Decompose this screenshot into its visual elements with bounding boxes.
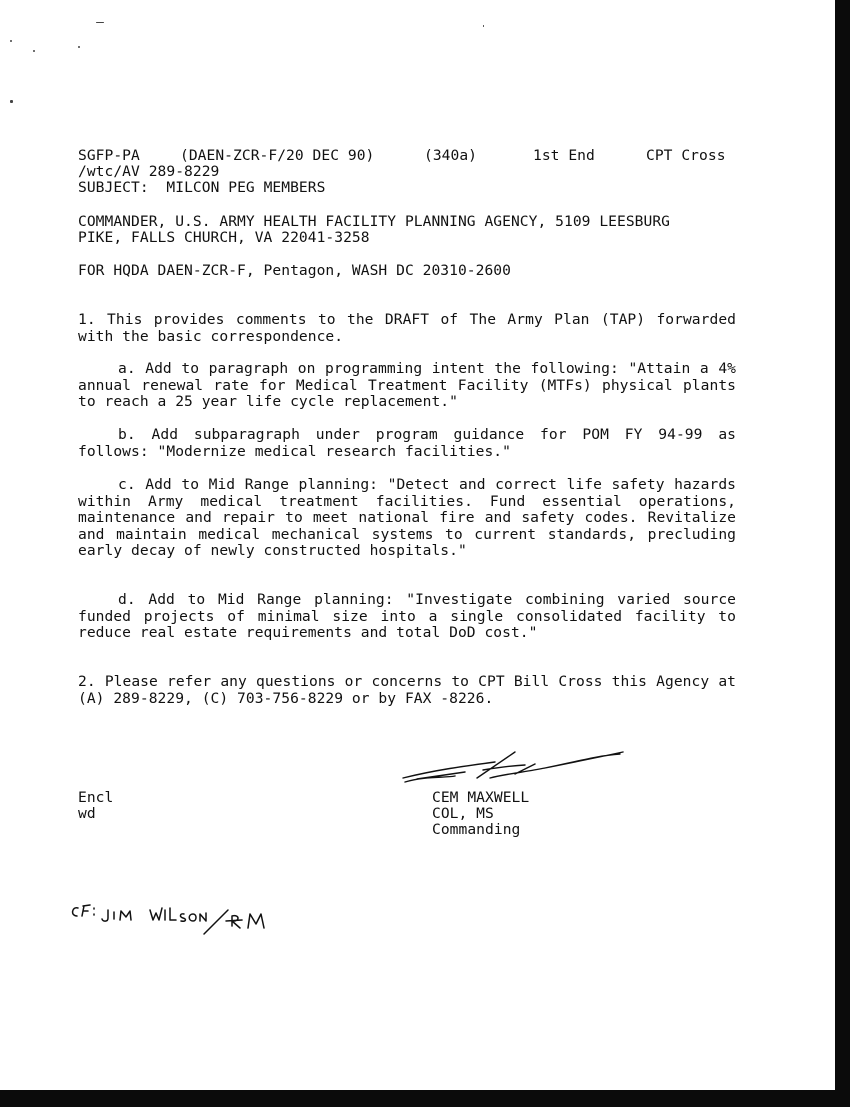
phone-line: /wtc/AV 289-8229 xyxy=(78,163,220,180)
scan-speck xyxy=(96,22,104,23)
subject-line xyxy=(78,180,325,197)
typist-initials: wd xyxy=(78,805,96,822)
paragraph-1d: d. Add to Mid Range planning: "Investigate combining varied source funded projects of minimal size into a single consolidated facility to reduce real estate requirements and total DoD cost." xyxy=(78,591,736,642)
scan-speck xyxy=(483,25,484,27)
scan-speck xyxy=(10,100,13,103)
paragraph-1a: a. Add to paragraph on programming intent the following: "Attain a 4% annual renewal rate for Medical Treatment Facility (MTFs) physical plants to reach a 25 year life cycle replacement." xyxy=(78,360,736,411)
handwritten-cc-note xyxy=(66,896,276,938)
subject: MILCON PEG MEMBERS xyxy=(166,179,326,196)
endorsement: 1st End xyxy=(533,147,595,164)
handwritten-signature xyxy=(395,748,630,790)
scan-border-right xyxy=(835,0,850,1107)
enclosure-label: Encl xyxy=(78,789,114,806)
office-symbol: SGFP-PA xyxy=(78,147,140,164)
point-of-contact: CPT Cross xyxy=(646,147,726,164)
file-code: (340a) xyxy=(424,147,478,164)
paragraph-1b: b. Add subparagraph under program guidance for POM FY 94-99 as follows: "Modernize medical research facilities." xyxy=(78,426,736,460)
for-line: FOR HQDA DAEN-ZCR-F, Pentagon, WASH DC 20310-2600 xyxy=(78,262,511,279)
signer-name: CEM MAXWELL xyxy=(432,789,530,806)
scan-speck xyxy=(33,50,35,52)
scan-speck xyxy=(78,46,80,48)
signer-rank: COL, MS xyxy=(432,805,494,822)
paragraph-2: 2. Please refer any questions or concerns to CPT Bill Cross this Agency at (A) 289-8229, (C) 703-756-8229 or by FAX -8226. xyxy=(78,673,736,707)
reference: (DAEN-ZCR-F/20 DEC 90) xyxy=(180,147,375,164)
from-line: COMMANDER, U.S. ARMY HEALTH FACILITY PLANNING AGENCY, 5109 LEESBURG xyxy=(78,213,671,230)
scan-border-bottom xyxy=(0,1090,850,1107)
signer-title: Commanding xyxy=(432,821,521,838)
from-line: PIKE, FALLS CHURCH, VA 22041-3258 xyxy=(78,229,370,246)
subject-label: SUBJECT: xyxy=(78,179,149,196)
paragraph-1: 1. This provides comments to the DRAFT of The Army Plan (TAP) forwarded with the basic correspondence. xyxy=(78,311,736,345)
paragraph-1c: c. Add to Mid Range planning: "Detect and correct life safety hazards within Army medical treatment facilities. Fund essential operations, maintenance and repair to meet national fire and safety codes. Revitalize and maintain medical mechanical systems to current standards, precluding early decay of newly constructed hospitals." xyxy=(78,476,736,560)
scan-speck xyxy=(10,40,12,42)
